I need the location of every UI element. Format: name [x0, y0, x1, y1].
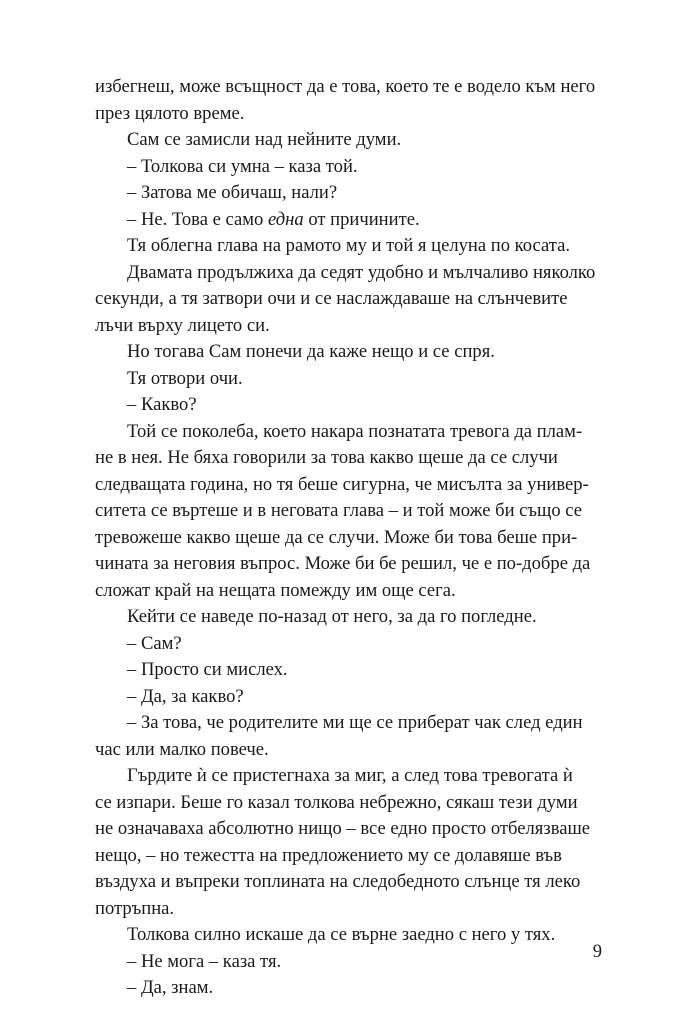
text-line: Кейти се наведе по-назад от него, за да го погледне. — [127, 606, 537, 627]
page-number: 9 — [592, 941, 602, 962]
text-line: Той се поколеба, което накара познатата тревога да плам- — [127, 420, 583, 442]
text-line: Тя отвори очи. — [127, 367, 243, 389]
text-line: Толкова силно искаше да се върне заедно с него у тях. — [127, 924, 556, 945]
text-line: – Какво? — [127, 394, 197, 415]
page-body — [95, 74, 603, 1002]
text-line: – За това, че родителите ми ще се приберат чак след един — [127, 712, 583, 733]
text-line: – Толкова си умна – каза той. — [127, 155, 358, 177]
text-segment: – Не. Това е само — [127, 208, 268, 230]
text-line: – Да, знам. — [127, 977, 214, 998]
text-line: Тя облегна глава на рамото му и той я целуна по косата. — [127, 235, 571, 256]
text-line: въздуха и въпреки топлината на следобедното слънце тя леко — [95, 871, 581, 892]
text-line: не означаваха абсолютно нищо – все едно просто отбелязваше — [95, 818, 591, 839]
text-line: ситета се въртеше и в неговата глава – и той може би също се — [95, 500, 583, 521]
text-line: през цялото време. — [95, 102, 245, 124]
text-line: се изпари. Беше го казал толкова небрежно, сякаш тези думи — [95, 791, 578, 813]
text-line: Сам се замисли над нейните думи. — [127, 129, 402, 150]
text-line: Но тогава Сам понечи да каже нещо и се спря. — [127, 341, 495, 362]
emphasized-word: една — [267, 208, 304, 230]
text-line: нещо, – но тежестта на предложението му се долавяше във — [95, 844, 562, 866]
text-line: секунди, а тя затвори очи и се наслаждаваше на слънчевите — [95, 288, 568, 309]
text-line — [95, 207, 603, 234]
text-line: – Не мога – каза тя. — [127, 950, 282, 972]
text-line: тревожеше какво щеше да се случи. Може би това беше при- — [95, 526, 578, 548]
text-line: Двамата продължиха да седят удобно и мълчаливо няколко — [127, 261, 596, 283]
text-line: сложат край на нещата помежду им още сега. — [95, 579, 456, 601]
text-line: следващата година, но тя беше сигурна, че мисълта за универ- — [95, 473, 589, 495]
text-line: – Сам? — [127, 632, 182, 654]
text-line: – Да, за какво? — [127, 685, 244, 707]
text-line: потръпна. — [95, 897, 175, 919]
text-line: час или малко повече. — [95, 738, 269, 760]
text-line: не в нея. Не бяха говорили за това какво щеше да се случи — [95, 447, 558, 468]
text-line: Гърдите ѝ се пристегнаха за миг, а след това тревогата ѝ — [127, 765, 573, 786]
text-line: – Затова ме обичаш, нали? — [127, 182, 338, 203]
text-segment: от причините. — [303, 208, 420, 230]
text-line: избегнеш, може всъщност да е това, което те е водело към него — [95, 76, 596, 97]
text-line: лъчи върху лицето си. — [95, 314, 270, 336]
text-line: чината за неговия въпрос. Може би бе решил, че е по-добре да — [95, 553, 591, 574]
text-line: – Просто си мислех. — [127, 659, 288, 680]
